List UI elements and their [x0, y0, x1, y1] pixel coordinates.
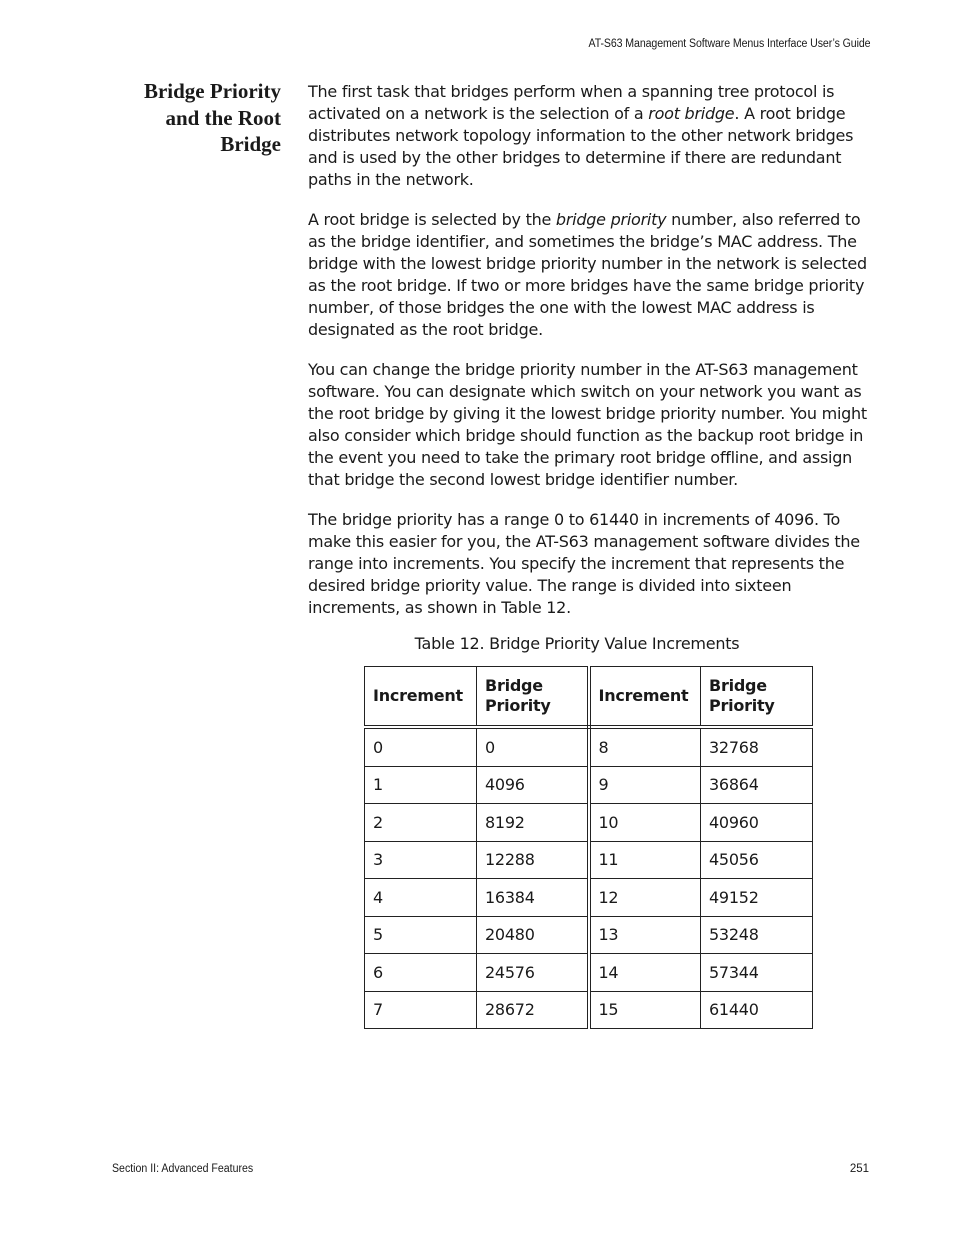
body-paragraph [308, 209, 874, 341]
bridge-priority-cell: 45056 [701, 841, 813, 879]
bridge-priority-cell: 0 [477, 727, 589, 766]
bridge-priority-cell: 53248 [701, 916, 813, 954]
paragraph-text: . A root bridge distributes network topology information to the other network bridges and is used by the other bridges to determine if there are redundant paths in the network. [308, 104, 854, 189]
section-heading-line: Bridge [220, 132, 281, 156]
increment-cell: 13 [589, 916, 701, 954]
table-row [365, 991, 813, 1029]
increment-cell: 8 [589, 727, 701, 766]
table-row [365, 954, 813, 992]
table-row [365, 879, 813, 917]
bridge-priority-cell: 49152 [701, 879, 813, 917]
increment-cell: 7 [365, 991, 477, 1029]
bridge-priority-cell: 8192 [477, 804, 589, 842]
increment-cell: 1 [365, 766, 477, 804]
table-row [365, 841, 813, 879]
body-paragraph [308, 359, 874, 491]
column-header-increment: Increment [365, 667, 477, 728]
column-header-bridge-priority: Bridge Priority [701, 667, 813, 728]
paragraph-text: The bridge priority has a range 0 to 61440 in increments of 4096. To make this easier for you, the AT-S63 management software divides the range into increments. You specify the increment that represents the desired bridge priority value. The range is divided into sixteen increments, as shown in Table 12. [308, 510, 860, 617]
table-row [365, 916, 813, 954]
paragraph-text: number, also referred to as the bridge identifier, and sometimes the bridge’s MAC address. The bridge with the lowest bridge priority number in the network is selected as the root bridge. If two or more bridges have the same bridge priority number, of those bridges the one with the lowest MAC address is designated as the root bridge. [308, 210, 867, 339]
table-caption: Table 12. Bridge Priority Value Increments [414, 634, 740, 653]
bridge-priority-cell: 20480 [477, 916, 589, 954]
increment-cell: 5 [365, 916, 477, 954]
italic-term: bridge priority [555, 210, 667, 229]
increment-cell: 9 [589, 766, 701, 804]
bridge-priority-cell: 57344 [701, 954, 813, 992]
increment-cell: 15 [589, 991, 701, 1029]
page-number: 251 [849, 1163, 869, 1175]
section-heading-line: and the Root [165, 105, 281, 130]
bridge-priority-cell: 36864 [701, 766, 813, 804]
table-header-row [365, 667, 813, 728]
increment-cell: 11 [589, 841, 701, 879]
bridge-priority-cell: 28672 [477, 991, 589, 1029]
paragraph-text: The first task that bridges perform when a spanning tree protocol is activated on a network is the selection of a [308, 82, 835, 123]
increment-cell: 0 [365, 727, 477, 766]
body-paragraph [308, 81, 874, 191]
increment-cell: 10 [589, 804, 701, 842]
column-header-increment: Increment [589, 667, 701, 728]
section-heading-line: Bridge Priority [143, 79, 281, 103]
bridge-priority-cell: 16384 [477, 879, 589, 917]
bridge-priority-cell: 12288 [477, 841, 589, 879]
bridge-priority-cell: 24576 [477, 954, 589, 992]
running-header: AT-S63 Management Software Menus Interface User’s Guide [588, 38, 870, 50]
increment-cell: 2 [365, 804, 477, 842]
increment-cell: 12 [589, 879, 701, 917]
paragraph-text: You can change the bridge priority number in the AT-S63 management software. You can designate which switch on your network you want as the root bridge by giving it the lowest bridge priority number. You might also consider which bridge should function as the backup root bridge in the event you need to take the primary root bridge offline, and assign that bridge the second lowest bridge identifier number. [308, 360, 867, 489]
body-paragraph [308, 509, 874, 619]
increment-cell: 14 [589, 954, 701, 992]
increment-cell: 6 [365, 954, 477, 992]
table-row [365, 766, 813, 804]
italic-term: root bridge [648, 104, 735, 123]
increment-cell: 3 [365, 841, 477, 879]
bridge-priority-cell: 4096 [477, 766, 589, 804]
table-row [365, 804, 813, 842]
increment-cell: 4 [365, 879, 477, 917]
bridge-priority-cell: 61440 [701, 991, 813, 1029]
bridge-priority-cell: 40960 [701, 804, 813, 842]
footer-section-label: Section II: Advanced Features [112, 1163, 254, 1175]
section-heading [100, 78, 281, 158]
table-row [365, 727, 813, 766]
body-text [308, 81, 874, 637]
bridge-priority-cell: 32768 [701, 727, 813, 766]
column-header-bridge-priority: Bridge Priority [477, 667, 589, 728]
paragraph-text: A root bridge is selected by the [308, 210, 556, 229]
bridge-priority-table [364, 666, 813, 1029]
